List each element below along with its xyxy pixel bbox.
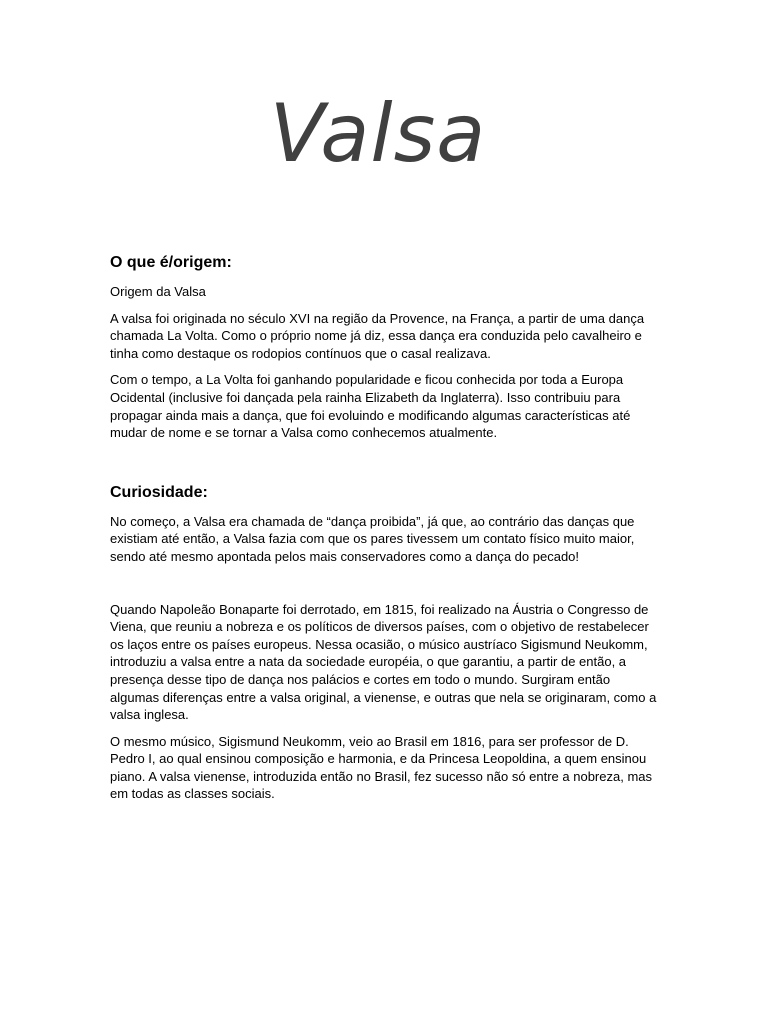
section-heading-origin: O que é/origem:	[110, 254, 232, 271]
paragraph-curiosity-1: No começo, a Valsa era chamada de “dança proibida”, já que, ao contrário das danças que existiam até então, a Valsa fazia com que os pares tivessem um contato físico muito maior, sendo até mesmo apontada pelos mais conservadores como a dança do pecado!	[110, 513, 635, 564]
paragraph-origin-subtitle: Origem da Valsa	[110, 284, 206, 299]
section-curiosity	[110, 482, 662, 803]
document-title: Valsa	[269, 87, 487, 180]
document-body	[110, 252, 662, 812]
paragraph-curiosity-3: O mesmo músico, Sigismund Neukomm, veio ao Brasil em 1816, para ser professor de D. Pedro I, ao qual ensinou composição e harmonia, e da Princesa Leopoldina, a quem ensinou piano. A valsa vienense, introduzida então no Brasil, fez sucesso não só entre a nobreza, mas em todas as classes sociais.	[110, 733, 653, 802]
paragraph-origin-1: A valsa foi originada no século XVI na região da Provence, na França, a partir de uma dança chamada La Volta. Como o próprio nome já diz, essa dança era conduzida pelo cavalheiro e tinha como destaque os rodopios contínuos que o casal realizava.	[110, 310, 645, 361]
paragraph-origin-2: Com o tempo, a La Volta foi ganhando popularidade e ficou conhecida por toda a Europa Ocidental (inclusive foi dançada pela rainha Elizabeth da Inglaterra). Isso contribuiu para propagar ainda mais a dança, que foi evoluindo e modificando algumas características até mudar de nome e se tornar a Valsa como conhecemos atualmente.	[110, 372, 631, 441]
section-origin	[110, 252, 662, 442]
section-heading-curiosity: Curiosidade:	[110, 483, 208, 501]
paragraph-curiosity-2: Quando Napoleão Bonaparte foi derrotado, em 1815, foi realizado na Áustria o Congresso de Viena, que reuniu a nobreza e os políticos de diversos países, com o objetivo de restabelecer os laços entre os países europeus. Nessa ocasião, o músico austríaco Sigismund Neukomm, introduziu a valsa entre a nata da sociedade européia, o que garantiu, a partir de então, a presença desse tipo de dança nos palácios e cortes em todo o mundo. Surgiram então algumas diferenças entre a valsa original, a vienense, e outras que nela se originaram, como a valsa inglesa.	[110, 601, 657, 723]
